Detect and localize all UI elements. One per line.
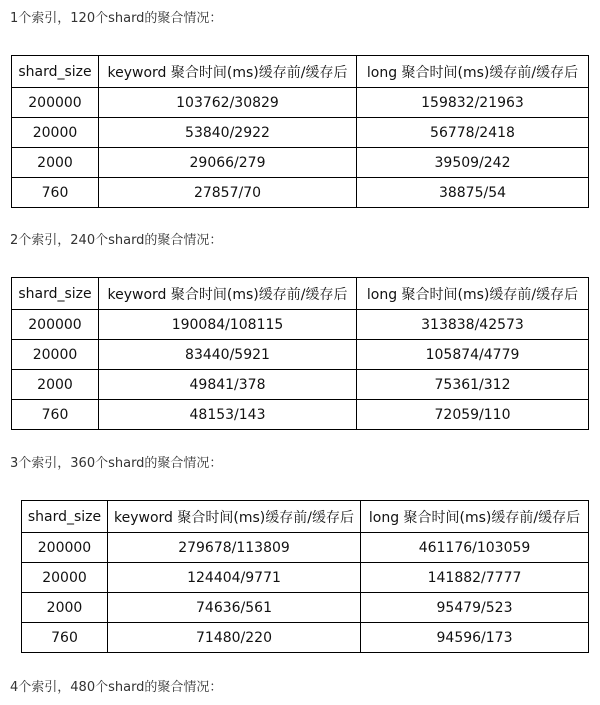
cell-long-time: 141882/7777 [361,563,589,593]
section-2-caption: 2个索引，240个shard的聚合情况： [10,233,223,248]
cell-shard-size: 2000 [12,370,99,400]
cell-long-time: 461176/103059 [361,533,589,563]
cell-long-time: 105874/4779 [357,340,589,370]
table-row [22,593,589,623]
cell-keyword-time: 103762/30829 [99,88,357,118]
column-header-keyword: keyword 聚合时间(ms)缓存前/缓存后 [108,501,361,533]
cell-keyword-time: 279678/113809 [108,533,361,563]
table-row [12,310,589,340]
section-1-caption: 1个索引，120个shard的聚合情况： [10,11,223,26]
cell-long-time: 72059/110 [357,400,589,430]
column-header-long: long 聚合时间(ms)缓存前/缓存后 [357,56,589,88]
column-header-shard-size: shard_size [12,278,99,310]
cell-shard-size: 20000 [22,563,108,593]
table-row [22,563,589,593]
aggregation-table-3 [21,500,589,653]
table-row [12,400,589,430]
table-row [12,88,589,118]
table-header-row [22,501,589,533]
table-row [22,533,589,563]
table-row [12,340,589,370]
column-header-keyword: keyword 聚合时间(ms)缓存前/缓存后 [99,278,357,310]
cell-keyword-time: 49841/378 [99,370,357,400]
cell-keyword-time: 124404/9771 [108,563,361,593]
cell-shard-size: 2000 [22,593,108,623]
table-row [22,623,589,653]
aggregation-table-2 [11,277,589,430]
section-3-caption: 3个索引，360个shard的聚合情况： [10,456,223,471]
table-row [12,148,589,178]
cell-keyword-time: 27857/70 [99,178,357,208]
cell-shard-size: 760 [12,178,99,208]
cell-long-time: 56778/2418 [357,118,589,148]
cell-shard-size: 200000 [12,88,99,118]
cell-shard-size: 760 [22,623,108,653]
cell-keyword-time: 190084/108115 [99,310,357,340]
cell-long-time: 94596/173 [361,623,589,653]
column-header-keyword: keyword 聚合时间(ms)缓存前/缓存后 [99,56,357,88]
cell-long-time: 159832/21963 [357,88,589,118]
cell-keyword-time: 48153/143 [99,400,357,430]
cell-keyword-time: 29066/279 [99,148,357,178]
cell-keyword-time: 71480/220 [108,623,361,653]
column-header-shard-size: shard_size [12,56,99,88]
column-header-long: long 聚合时间(ms)缓存前/缓存后 [357,278,589,310]
cell-shard-size: 200000 [12,310,99,340]
cell-keyword-time: 74636/561 [108,593,361,623]
cell-keyword-time: 53840/2922 [99,118,357,148]
table-row [12,118,589,148]
cell-shard-size: 2000 [12,148,99,178]
aggregation-table-1 [11,55,589,208]
cell-long-time: 313838/42573 [357,310,589,340]
cell-shard-size: 760 [12,400,99,430]
column-header-long: long 聚合时间(ms)缓存前/缓存后 [361,501,589,533]
cell-keyword-time: 83440/5921 [99,340,357,370]
cell-long-time: 38875/54 [357,178,589,208]
cell-long-time: 75361/312 [357,370,589,400]
cell-shard-size: 20000 [12,340,99,370]
cell-shard-size: 200000 [22,533,108,563]
table-header-row [12,56,589,88]
cell-long-time: 39509/242 [357,148,589,178]
table-row [12,178,589,208]
cell-long-time: 95479/523 [361,593,589,623]
table-header-row [12,278,589,310]
section-4-caption: 4个索引，480个shard的聚合情况： [10,680,223,695]
table-row [12,370,589,400]
cell-shard-size: 20000 [12,118,99,148]
column-header-shard-size: shard_size [22,501,108,533]
